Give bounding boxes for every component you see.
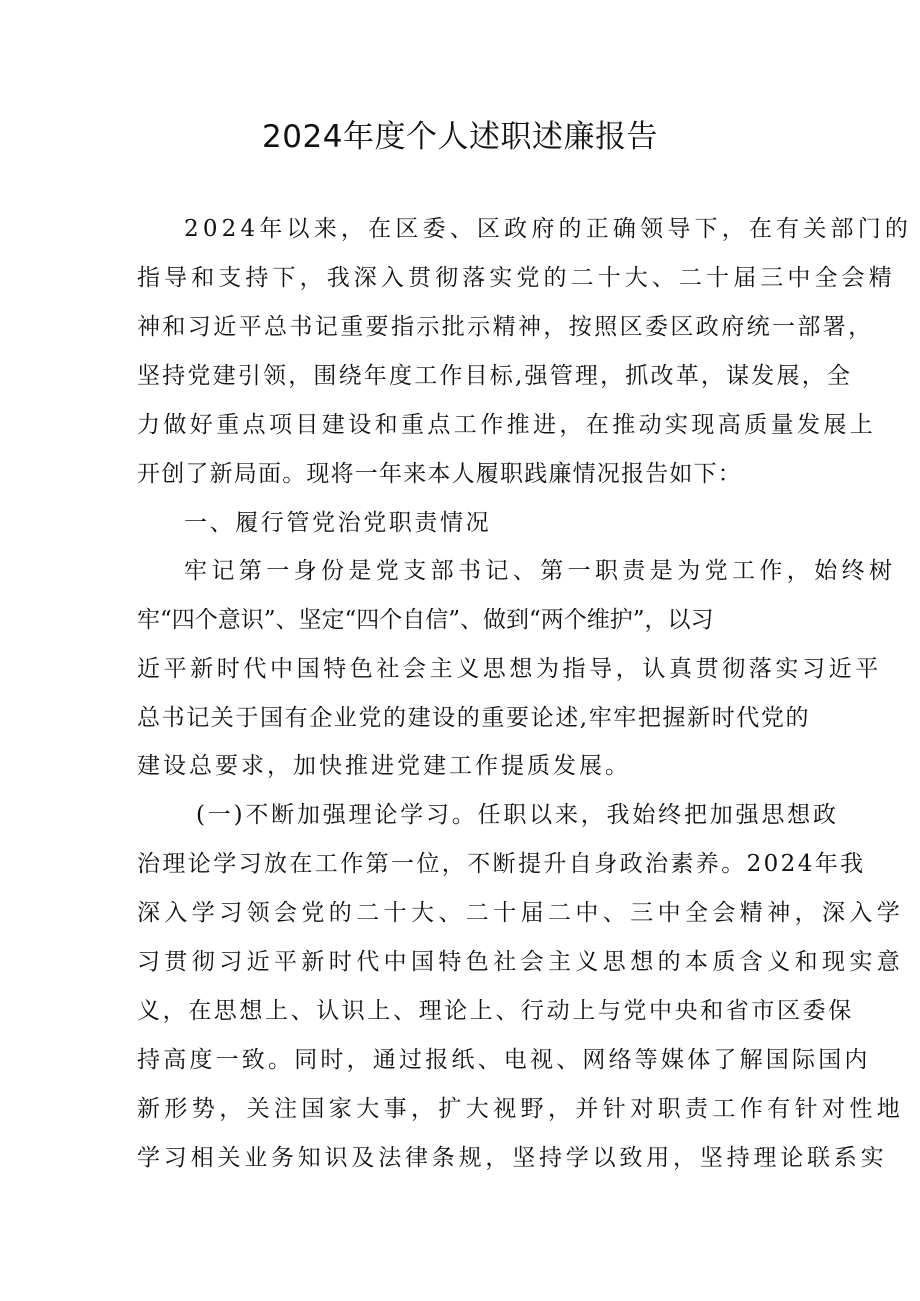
subsection-line: (一)不断加强理论学习。任职以来，我始终把加强思想政 [196,802,839,828]
paragraph-line: 新形势，关注国家大事，扩大视野，并针对职责工作有针对性地 [137,1096,905,1122]
paragraph-line: 牢记第一身份是党支部书记、第一职责是为党工作，始终树 [184,558,897,584]
paragraph-line: 2024年以来，在区委、区政府的正确领导下，在有关部门的 [184,216,913,242]
paragraph-line: 义，在思想上、认识上、理论上、行动上与党中央和省市区委保 [137,998,854,1024]
paragraph-line: 牢“四个意识”、坚定“四个自信”、做到“两个维护”，以习 [137,607,714,633]
paragraph-line: 开创了新局面。现将一年来本人履职践廉情况报告如下： [137,461,742,487]
paragraph-line: 神和习近平总书记重要指示批示精神，按照区委区政府统一部署， [137,314,874,340]
paragraph-line: 指导和支持下，我深入贯彻落实党的二十大、二十届三中全会精 [137,265,896,291]
paragraph-line: 建设总要求，加快推进党建工作提质发展。 [137,753,631,779]
paragraph-line: 治理论学习放在工作第一位，不断提升自身政治素养。2024年我 [137,851,866,877]
paragraph-line: 持高度一致。同时，通过报纸、电视、网络等媒体了解国际国内 [137,1047,871,1073]
section-heading: 一、履行管党治党职责情况 [184,510,492,536]
paragraph-line: 深入学习领会党的二十大、二十届二中、三中全会精神，深入学 [137,900,905,926]
document-title: 2024年度个人述职述廉报告 [262,119,658,155]
paragraph-line: 总书记关于国有企业党的建设的重要论述,牢牢把握新时代党的 [137,705,811,731]
paragraph-line: 坚持党建引领，围绕年度工作目标,强管理，抓改革，谋发展，全 [137,363,853,389]
paragraph-line: 近平新时代中国特色社会主义思想为指导，认真贯彻落实习近平 [137,656,882,682]
paragraph-line: 力做好重点项目建设和重点工作推进，在推动实现高质量发展上 [137,412,877,438]
paragraph-line: 习贯彻习近平新时代中国特色社会主义思想的本质含义和现实意 [137,949,905,975]
paragraph-line: 学习相关业务知识及法律条规，坚持学以致用，坚持理论联系实 [137,1145,888,1171]
